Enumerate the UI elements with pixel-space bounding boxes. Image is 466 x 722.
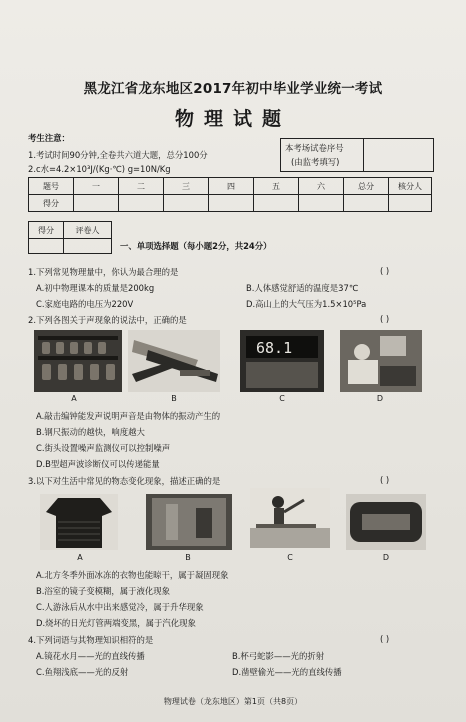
score-cell [119, 195, 164, 212]
q4-option-a: A.镜花水月——光的直线传播 [36, 651, 145, 661]
q2-image-label-b: B [171, 394, 177, 403]
score-cell [74, 195, 119, 212]
seat-box-line-1: 本考场试卷序号 [285, 143, 344, 153]
score-cell [209, 195, 254, 212]
grader-score-label: 得分 [29, 222, 64, 239]
exam-title: 黑龙江省龙东地区2017年初中毕业学业统一考试 [83, 81, 383, 97]
page-footer: 物理试卷（龙东地区）第1页（共8页） [163, 697, 303, 706]
q2-option-b: B.钢尺振动的越快，响度越大 [36, 427, 145, 437]
grader-blank-row [29, 239, 112, 254]
score-cell [389, 195, 432, 212]
q3-option-d: D.烧坏的日光灯管两端变黑，属于汽化现象 [36, 618, 196, 628]
q1-option-a: A.初中物理课本的质量是200kg [36, 283, 155, 293]
section-1-heading: 一、单项选择题（每小题2分，共24分） [120, 241, 272, 251]
seat-box-line-2: (由监考填写) [291, 157, 340, 167]
q3-answer-paren: ( ) [380, 475, 390, 485]
q3-stem: 3.以下对生活中常见的物态变化现象，描述正确的是 [28, 476, 221, 486]
score-header-cell: 题号 [29, 178, 74, 195]
grader-cell [29, 239, 64, 254]
score-table-score-row [29, 195, 432, 212]
q3-option-c: C.人游泳后从水中出来感觉冷，属于升华现象 [36, 602, 204, 612]
q3-image-b-foggy-mirror [146, 494, 232, 550]
q1-option-b: B.人体感觉舒适的温度是37℃ [246, 283, 359, 293]
q1-stem: 1.下列常见物理量中，你认为最合理的是 [28, 267, 179, 277]
seat-number-box [280, 138, 434, 172]
q3-image-a-frozen-clothes [40, 494, 118, 550]
score-header-cell: 核分人 [389, 178, 432, 195]
score-cell [344, 195, 389, 212]
score-header-cell: 总分 [344, 178, 389, 195]
q2-option-a: A.敲击编钟能发声说明声音是由物体的振动产生的 [36, 411, 221, 421]
q1-answer-paren: ( ) [380, 266, 390, 276]
score-cell [299, 195, 344, 212]
q2-image-label-d: D [376, 394, 384, 403]
q3-option-a: A.北方冬季外面冰冻的衣物也能晾干，属于凝固现象 [36, 570, 229, 580]
notes-line-1: 1.考试时间90分钟,全卷共六道大题，总分100分 [28, 150, 208, 160]
q3-image-label-d: D [382, 553, 390, 562]
q4-option-b: B.杯弓蛇影——光的折射 [232, 651, 325, 661]
q4-answer-paren: ( ) [380, 634, 390, 644]
score-header-cell: 一 [74, 178, 119, 195]
q1-option-c: C.家庭电路的电压为220V [36, 299, 134, 309]
q2-image-a-bells [34, 330, 122, 392]
q2-stem: 2.下列各图关于声现象的说法中，正确的是 [28, 315, 187, 325]
score-header-cell: 六 [299, 178, 344, 195]
score-table-header-row [29, 178, 432, 195]
score-table [28, 177, 432, 212]
q2-answer-paren: ( ) [380, 314, 390, 324]
q2-image-label-a: A [71, 394, 77, 403]
score-header-cell: 四 [209, 178, 254, 195]
q2-image-label-c: C [279, 394, 285, 403]
q3-image-label-c: C [287, 553, 293, 562]
exam-subtitle: 物理试题 [174, 108, 291, 130]
score-header-cell: 五 [254, 178, 299, 195]
score-cell [164, 195, 209, 212]
noise-monitor-reading: 68.1 [256, 339, 293, 357]
q4-option-c: C.鱼翔浅底——光的反射 [36, 667, 129, 677]
grader-cell [64, 239, 112, 254]
q2-image-c-noise-monitor [240, 330, 324, 392]
notes-heading: 考生注意： [28, 133, 70, 143]
notes-line-2: 2.c水=4.2×10³J/(Kg·℃) g=10N/Kg [28, 164, 171, 174]
grader-header-row [29, 222, 112, 239]
q2-image-d-ultrasound [340, 330, 422, 392]
q3-image-d-fluorescent-tube [346, 494, 426, 550]
q4-option-d: D.凿壁偷光——光的直线传播 [232, 667, 342, 677]
score-header-cell: 二 [119, 178, 164, 195]
grader-name-label: 评卷人 [64, 222, 112, 239]
q4-stem: 4.下列词语与其物理知识相符的是 [28, 635, 154, 645]
seat-box-divider [363, 139, 364, 171]
q2-option-c: C.街头设置噪声监测仪可以控制噪声 [36, 443, 171, 453]
q3-option-b: B.浴室的镜子变模糊，属于液化现象 [36, 586, 171, 596]
grader-table [28, 221, 112, 254]
q1-option-d: D.高山上的大气压为1.5×10⁵Pa [246, 299, 367, 309]
score-row-label: 得分 [29, 195, 74, 212]
q3-image-c-swimmer [250, 488, 330, 548]
score-header-cell: 三 [164, 178, 209, 195]
q2-image-b-ruler [128, 330, 220, 392]
score-cell [254, 195, 299, 212]
q3-image-label-b: B [185, 553, 191, 562]
q3-image-label-a: A [77, 553, 83, 562]
q2-option-d: D.B型超声波诊断仪可以传递能量 [36, 459, 160, 469]
